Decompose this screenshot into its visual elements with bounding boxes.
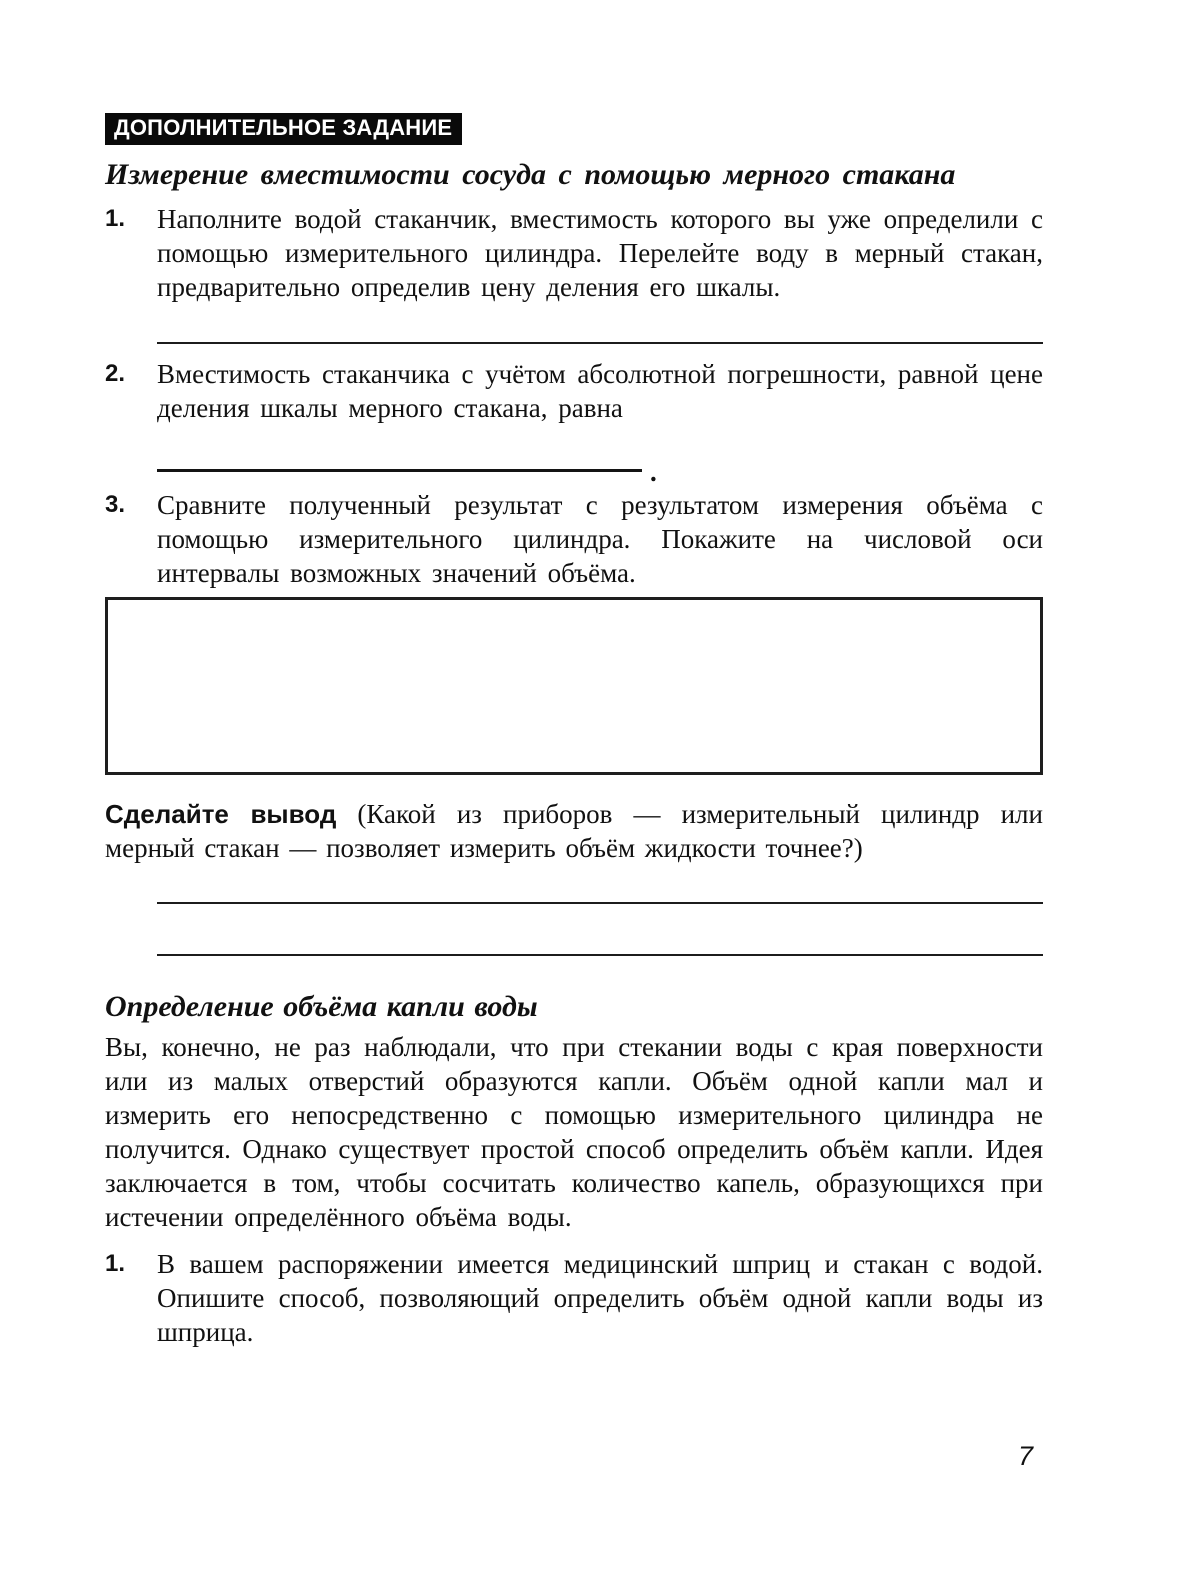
additional-task-badge: ДОПОЛНИТЕЛЬНОЕ ЗАДАНИЕ <box>105 113 462 145</box>
drawing-area-box <box>105 597 1043 775</box>
task-item-4 <box>105 1247 1043 1349</box>
task-item-2 <box>105 357 1043 425</box>
task-item-3 <box>105 488 1043 590</box>
section2-title: Определение объёма капли воды <box>105 990 538 1023</box>
item-number: 2. <box>105 360 126 387</box>
item-text: В вашем распоряжении имеется медицинский шприц и стакан с водой. Опишите способ, позволяющий определить объём одной капли воды из шприца. <box>157 1249 1043 1347</box>
answer-line <box>157 342 1043 344</box>
item-text: Сравните полученный результат с результатом измерения объёма с помощью измерительного цилиндра. Покажите на числовой оси интервалы возможных значений объёма. <box>157 490 1043 588</box>
answer-line <box>157 469 642 472</box>
answer-line <box>157 902 1043 904</box>
page-number: 7 <box>1018 1441 1034 1471</box>
conclusion-text: (Какой из приборов — измерительный цилиндр или мерный стакан — позволяет измерить объём жидкости точнее?) <box>105 799 1043 863</box>
conclusion-paragraph <box>105 797 1043 865</box>
item-number: 1. <box>105 205 126 232</box>
section1-title: Измерение вместимости сосуда с помощью мерного стакана <box>105 158 956 191</box>
task-item-1 <box>105 202 1043 304</box>
section2-intro: Вы, конечно, не раз наблюдали, что при стекании воды с края поверхности или из малых отверстий образуются капли. Объём одной капли мал и измерить его непосредственно с помощью измерительного цилиндра не получится. Однако существует простой способ определить объём капли. Идея заключается в том, чтобы сосчитать количество капель, образующихся при истечении определённого объёма воды. <box>105 1032 1043 1232</box>
conclusion-label: Сделайте вывод <box>105 799 337 829</box>
item-number: 3. <box>105 491 126 518</box>
item-text: Вместимость стаканчика с учётом абсолютной погрешности, равной цене деления шкалы мерного стакана, равна <box>157 359 1043 423</box>
answer-line <box>157 954 1043 956</box>
item-number: 1. <box>105 1250 126 1277</box>
item-text: Наполните водой стаканчик, вместимость которого вы уже определили с помощью измерительного цилиндра. Перелейте воду в мерный стакан, предварительно определив цену деления его шкалы. <box>157 204 1043 302</box>
answer-line-with-period: . <box>157 469 1043 472</box>
